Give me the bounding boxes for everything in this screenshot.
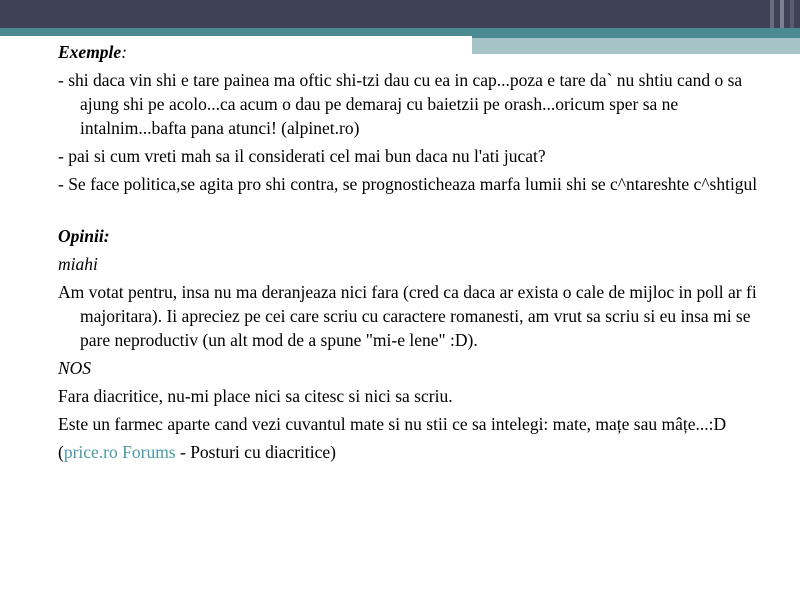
source-rest: - Posturi cu diacritice) [175,442,336,462]
header-accent-stripe [780,0,784,28]
source-open-paren: ( [58,442,64,462]
source-citation [58,440,778,464]
examples-heading [58,40,778,64]
opinion-author: NOS [58,358,92,378]
opinion-paragraph: Fara diacritice, nu-mi place nici sa citesc si nici sa scriu. [58,386,453,406]
example-item: - shi daca vin shi e tare painea ma oftic shi-tzi dau cu ea in cap...poza e tare da` nu shtiu cand o sa ajung shi pe acolo...ca acum o dau pe demaraj cu baietzii pe orash...oricum sper sa ne intalnim...bafta pana atunci! (alpinet.ro) [58,70,743,138]
spacer [58,200,778,224]
source-link[interactable]: price.ro Forums [63,442,176,462]
opinion-paragraph: Este un farmec aparte cand vezi cuvantul mate si nu stii ce sa intelegi: mate, mațe sau mâțe...:D [58,414,727,434]
header-band-dark [0,0,800,28]
slide-content [58,40,778,468]
example-item: - pai si cum vreti mah sa il considerati cel mai bun daca nu l'ati jucat? [58,146,546,166]
header-accent-stripe [770,0,774,28]
examples-heading-colon: : [121,42,128,62]
header-accent-stripe [790,0,794,28]
opinion-paragraph: Am votat pentru, insa nu ma deranjeaza nici fara (cred ca daca ar exista o cale de mijloc in poll ar fi majoritara). Ii apreciez pe cei care scriu cu caractere romanesti, am vrut sa scriu si eu insa mi se pare neproductiv (un alt mod de a spune "mi-e lene" :D). [58,282,757,350]
opinion-author: miahi [58,254,98,274]
example-item: - Se face politica,se agita pro shi contra, se prognosticheaza marfa lumii shi se c^ntareshte c^shtigul [58,174,758,194]
examples-heading-text: Exemple [58,42,122,62]
opinions-heading: Opinii: [58,226,110,246]
